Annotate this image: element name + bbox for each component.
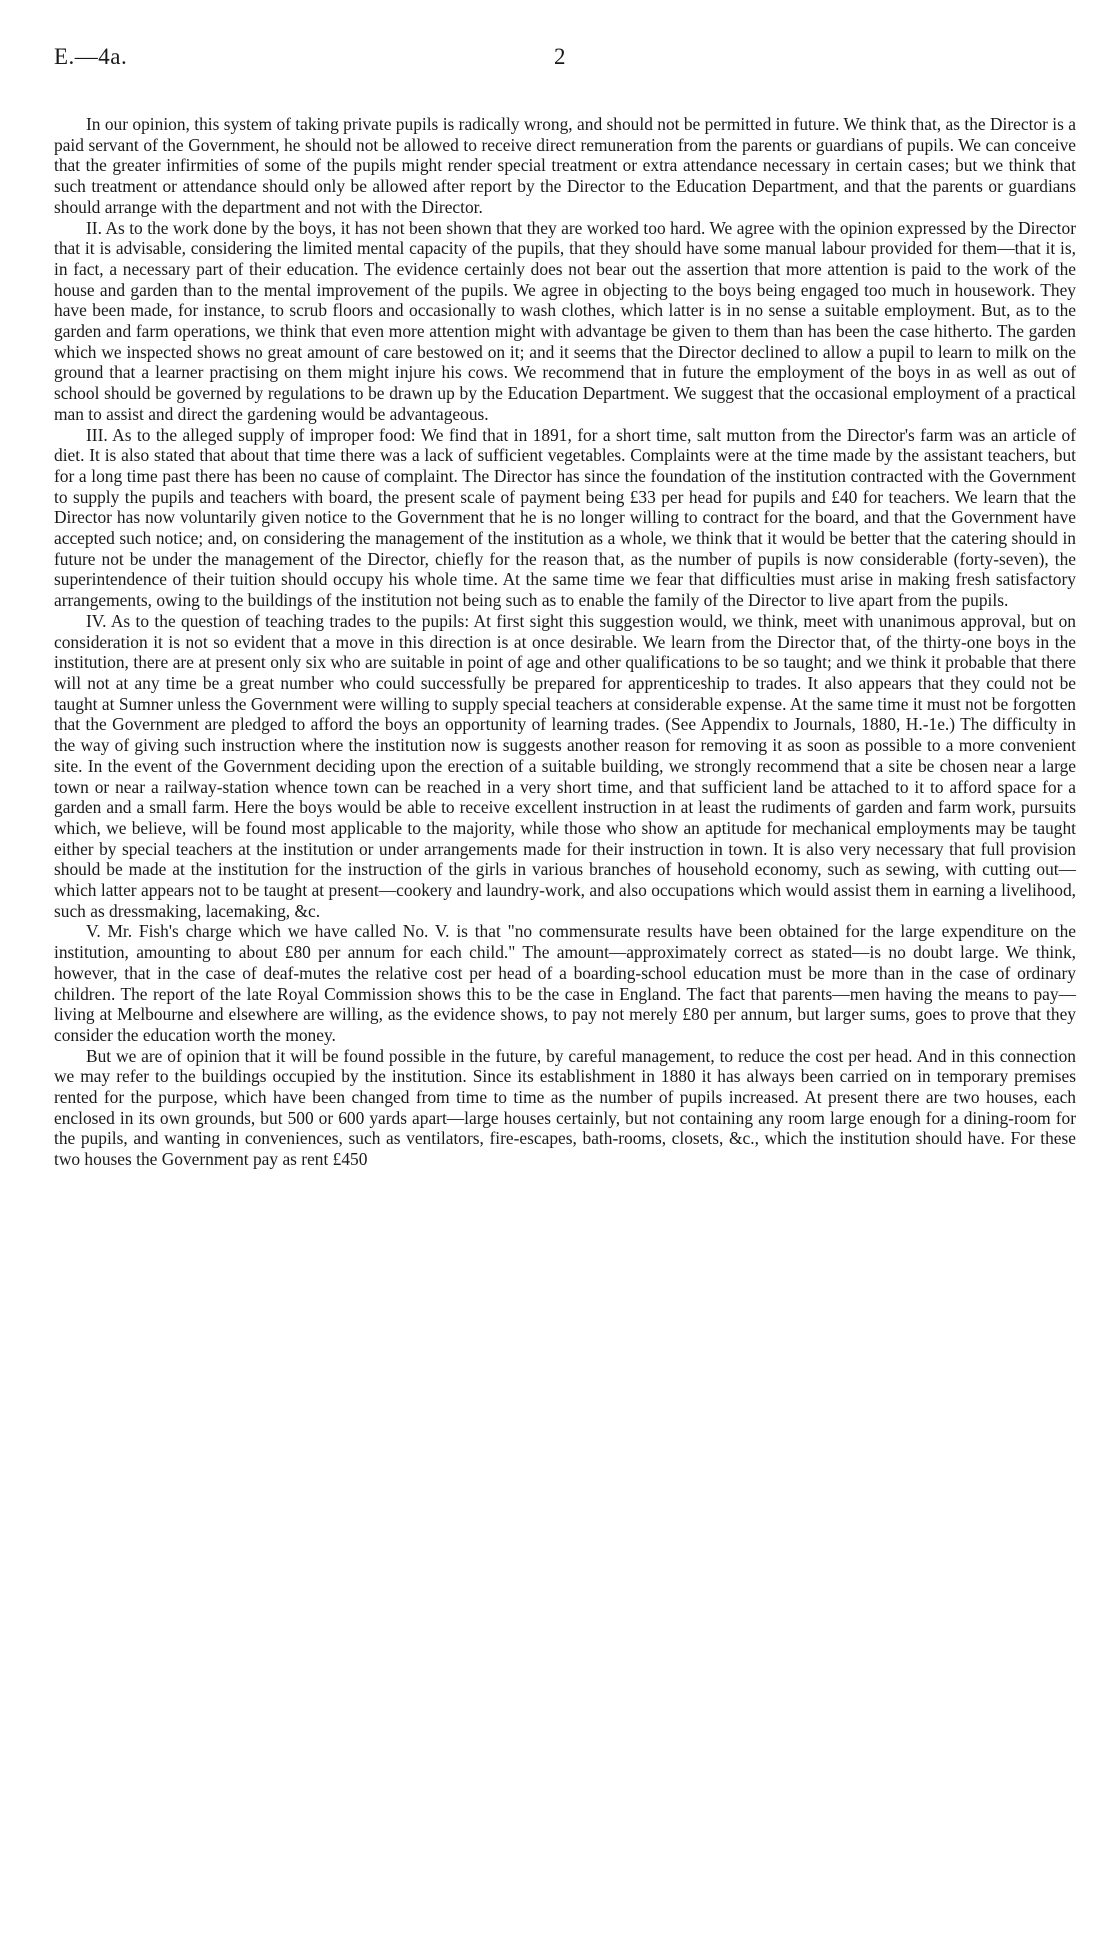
page-number: 2 <box>554 44 566 69</box>
paragraph-teaching-trades: IV. As to the question of teaching trades to the pupils: At first sight this suggestion would, we think, meet with unanimous approval, but on consideration it is not so evident that a move in this direction is at once desirable. We learn from the Director that, of the thirty-one boys in the institution, there are at present only six who are suitable in point of age and other qualifications to be so taught; and we think it probable that there will not at any time be a great number who could successfully be prepared for apprenticeship to trades. It also appears that they could not be taught at Sumner unless the Government were willing to supply special teachers at considerable expense. At the same time it must not be forgotten that the Government are pledged to afford the boys an opportunity of learning trades. (See Appendix to Journals, 1880, H.-1e.) The difficulty in the way of giving such instruction where the institution now is suggests another reason for removing it as soon as possible to a more convenient site. In the event of the Government deciding upon the erection of a suitable building, we strongly recommend that a site be chosen near a large town or near a railway-station whence town can be reached in a very short time, and that sufficient land be attached to it to afford space for a garden and a small farm. Here the boys would be able to receive excellent instruction in at least the rudiments of garden and farm work, pursuits which, we believe, will be found most applicable to the majority, while those who show an aptitude for mechanical employments may be taught either by special teachers at the institution or under arrangements made for their instruction in town. It is also very necessary that full provision should be made at the institution for the instruction of the girls in various branches of household economy, such as sewing, with cutting out—which latter appears not to be taught at present—cookery and laundry-work, and also occupations which would assist them in earning a livelihood, such as dressmaking, lacemaking, &c. <box>54 610 1076 921</box>
document-reference: E.—4a. <box>54 44 128 69</box>
paragraph-cost-per-head: But we are of opinion that it will be found possible in the future, by careful management, to reduce the cost per head. And in this connection we may refer to the buildings occupied by the institution. Since its establishment in 1880 it has always been carried on in temporary premises rented for the purpose, which have been changed from time to time as the number of pupils increased. At present there are two houses, each enclosed in its own grounds, but 500 or 600 yards apart—large houses certainly, but not containing any room large enough for a dining-room for the pupils, and wanting in conveniences, such as ventilators, fire-escapes, bath-rooms, closets, &c., which the institution should have. For these two houses the Government pay as rent £450 <box>54 1045 1076 1170</box>
paragraph-work-done-by-boys: II. As to the work done by the boys, it has not been shown that they are worked too hard. We agree with the opinion expressed by the Director that it is advisable, considering the limited mental capacity of the pupils, that they should have some manual labour provided for them—that it is, in fact, a necessary part of their education. The evidence certainly does not bear out the assertion that more attention is paid to the work of the house and garden than to the mental improvement of the pupils. We agree in objecting to the boys being engaged too much in housework. They have been made, for instance, to scrub floors and occasionally to wash clothes, which latter is in no sense a suitable employment. But, as to the garden and farm operations, we think that even more attention might with advantage be given to them than has been the case hitherto. The garden which we inspected shows no great amount of care bestowed on it; and it seems that the Director declined to allow a pupil to learn to milk on the ground that a learner practising on them might injure his cows. We recommend that in future the employment of the boys in as well as out of school should be governed by regulations to be drawn up by the Education Department. We suggest that the occasional employment of a practical man to assist and direct the gardening would be advantageous. <box>54 217 1076 424</box>
paragraph-private-pupils: In our opinion, this system of taking private pupils is radically wrong, and should not be permitted in future. We think that, as the Director is a paid servant of the Government, he should not be allowed to receive direct remuneration from the parents or guardians of pupils. We can conceive that the greater infirmities of some of the pupils might render special treatment or extra attendance necessary in certain cases; but we think that such treatment or attendance should only be allowed after report by the Director to the Education Department, and that the parents or guardians should arrange with the department and not with the Director. <box>54 114 1076 217</box>
paragraph-improper-food: III. As to the alleged supply of improper food: We find that in 1891, for a short time, salt mutton from the Director's farm was an article of diet. It is also stated that about that time there was a lack of sufficient vegetables. Complaints were at the time made by the assistant teachers, but for a long time past there has been no cause of complaint. The Director has since the foundation of the institution contracted with the Government to supply the pupils and teachers with board, the present scale of payment being £33 per head for pupils and £40 for teachers. We learn that the Director has now voluntarily given notice to the Government that he is no longer willing to contract for the board, and that the Government have accepted such notice; and, on considering the management of the institution as a whole, we think that it would be better that the catering should in future not be under the management of the Director, chiefly for the reason that, as the number of pupils is now considerable (forty-seven), the superintendence of their tuition should occupy his whole time. At the same time we fear that difficulties must arise in making fresh satisfactory arrangements, owing to the buildings of the institution not being such as to enable the family of the Director to live apart from the pupils. <box>54 424 1076 611</box>
document-page <box>54 44 1076 1170</box>
page-header <box>54 44 1076 84</box>
paragraph-fish-charge: V. Mr. Fish's charge which we have called No. V. is that "no commensurate results have been obtained for the large expenditure on the institution, amounting to about £80 per annum for each child." The amount—approximately correct as stated—is no doubt large. We think, however, that in the case of deaf-mutes the relative cost per head of a boarding-school education must be more than in the case of ordinary children. The report of the late Royal Commission shows this to be the case in England. The fact that parents—men having the means to pay—living at Melbourne and elsewhere are willing, as the evidence shows, to pay not merely £80 per annum, but larger sums, goes to prove that they consider the education worth the money. <box>54 921 1076 1045</box>
document-body <box>54 114 1076 1170</box>
